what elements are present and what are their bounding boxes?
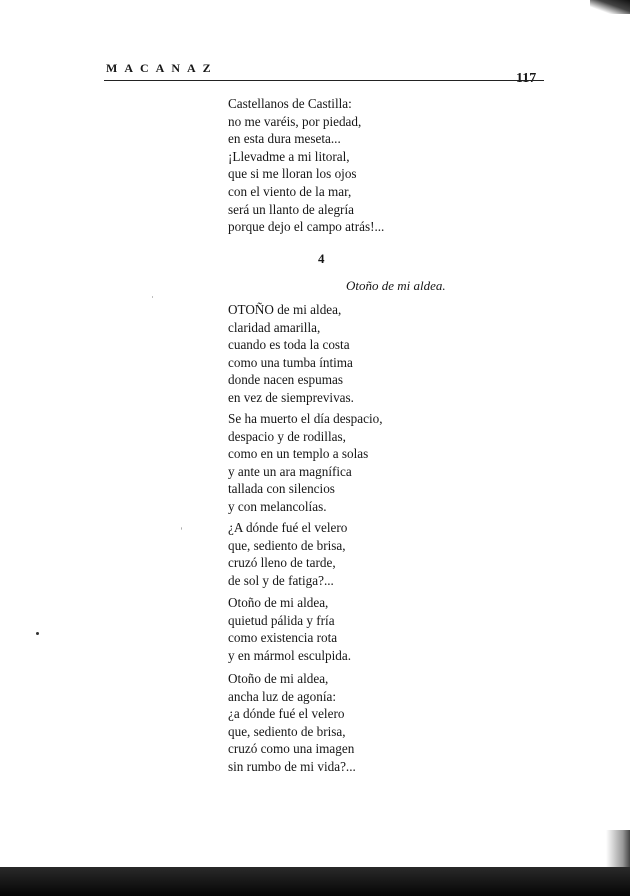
verse-line: y con melancolías. — [228, 498, 327, 514]
poem-stanza-3 — [228, 519, 347, 589]
poem-number: 4 — [318, 251, 325, 266]
verse-line: que si me lloran los ojos — [228, 166, 357, 182]
verse-line: Otoño de mi aldea, — [228, 671, 329, 686]
verse-line: de sol y de fatiga?... — [228, 572, 334, 588]
verse-line: ¿a dónde fué el velero — [228, 706, 345, 722]
paper-speck — [181, 527, 182, 530]
previous-poem-stanza — [228, 95, 384, 236]
scan-bottom-edge — [0, 867, 630, 896]
poem-stanza-1 — [228, 301, 354, 407]
verse-line: Otoño de mi aldea, — [228, 595, 329, 610]
verse-line: y ante un ara magnífica — [228, 463, 352, 479]
page-edge-shadow — [606, 830, 630, 870]
verse-line: Se ha muerto el día despacio, — [228, 411, 383, 426]
verse-line: Castellanos de Castilla: — [228, 96, 352, 111]
verse-line: cuando es toda la costa — [228, 337, 350, 353]
verse-line: cruzó lleno de tarde, — [228, 555, 336, 571]
verse-line: sin rumbo de mi vida?... — [228, 758, 356, 774]
poem-stanza-2 — [228, 410, 383, 516]
verse-line: con el viento de la mar, — [228, 183, 352, 199]
verse-line: no me varéis, por piedad, — [228, 113, 362, 129]
verse-line: que, sediento de brisa, — [228, 723, 346, 739]
poem-stanza-4 — [228, 594, 351, 664]
paper-speck — [36, 632, 39, 635]
verse-line: que, sediento de brisa, — [228, 537, 346, 553]
verse-line: ¿A dónde fué el velero — [228, 520, 348, 535]
verse-line: cruzó como una imagen — [228, 741, 355, 757]
verse-line: despacio y de rodillas, — [228, 428, 346, 444]
verse-line: en esta dura meseta... — [228, 131, 341, 147]
page-number: 117 — [516, 71, 537, 86]
verse-line: OTOÑO de mi aldea, — [228, 302, 342, 317]
verse-line: porque dejo el campo atrás!... — [228, 219, 385, 235]
verse-line: ancha luz de agonía: — [228, 688, 337, 704]
verse-line: en vez de siemprevivas. — [228, 389, 354, 405]
header-rule — [104, 80, 544, 81]
poem-title: Otoño de mi aldea. — [346, 278, 446, 293]
verse-line: quietud pálida y fría — [228, 612, 335, 628]
verse-line: donde nacen espumas — [228, 372, 343, 388]
verse-line: y en mármol esculpida. — [228, 647, 352, 663]
verse-line: ¡Llevadme a mi litoral, — [228, 148, 350, 164]
verse-line: será un llanto de alegría — [228, 201, 354, 217]
verse-line: como una tumba íntima — [228, 354, 353, 370]
verse-line: como existencia rota — [228, 630, 338, 646]
verse-line: como en un templo a solas — [228, 446, 369, 462]
page-corner-shadow — [590, 0, 630, 14]
running-head: MACANAZ — [106, 61, 218, 75]
verse-line: claridad amarilla, — [228, 319, 321, 335]
paper-speck — [152, 296, 153, 298]
verse-line: tallada con silencios — [228, 481, 335, 497]
poem-stanza-5 — [228, 670, 356, 776]
